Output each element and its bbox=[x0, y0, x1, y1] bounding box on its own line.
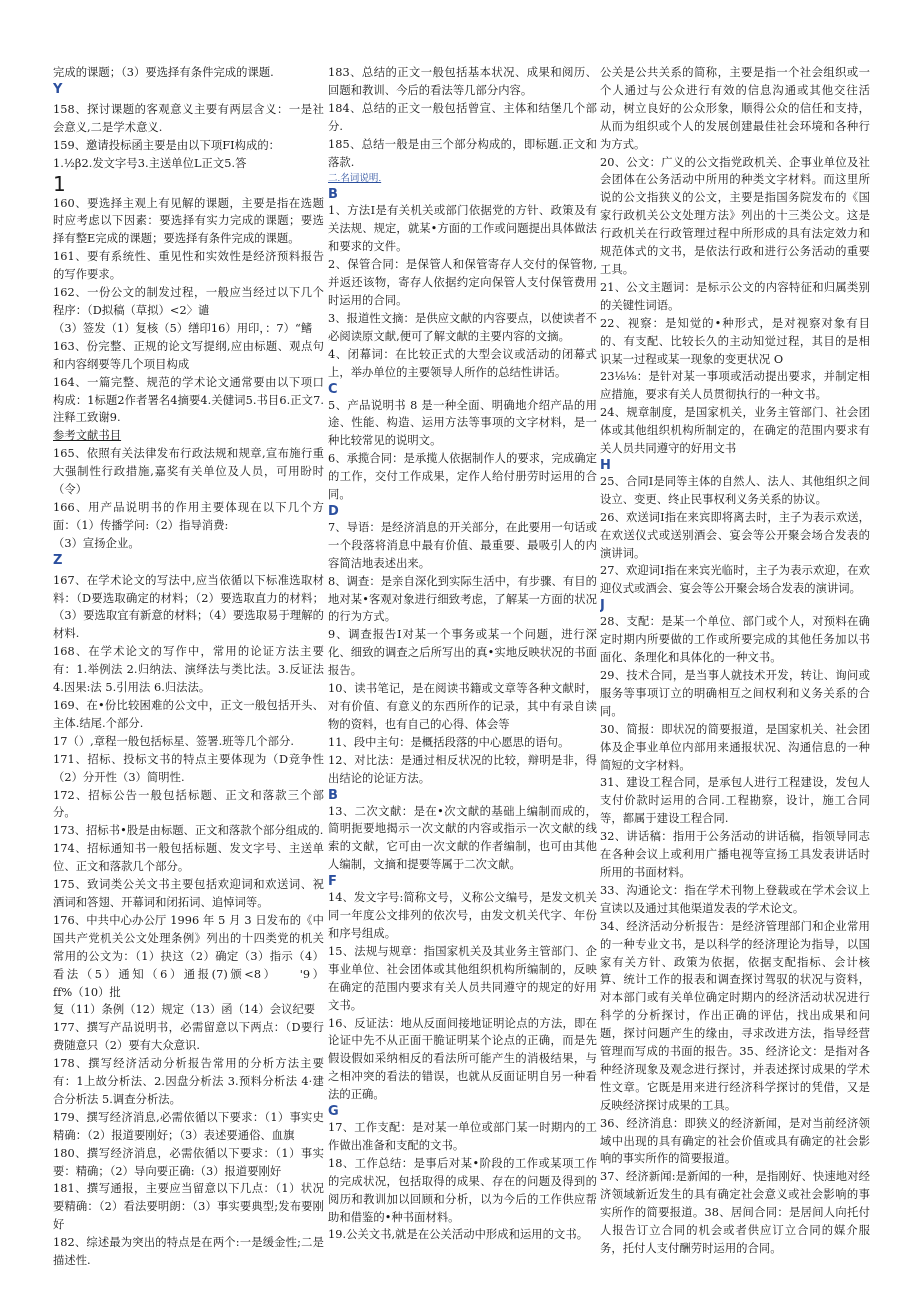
paragraph: 4、闭幕词：在比较正式的大型会议或活动的闭幕式上，举办单位的主要领导人所作的总结性讲话。 bbox=[328, 347, 597, 379]
paragraph: 165、依照有关法律发布行政法规和规章,宣布施行重大强制性行政措施,嘉奖有关单位及人员，可用盼时（令） bbox=[53, 447, 324, 497]
section-letter: H bbox=[600, 457, 611, 473]
paragraph: 8、调查：是亲自深化到实际生活中，有步骤、有目的地对某•客观对象进行细致考虑，了解某一方面的状况的行为方式。 bbox=[328, 574, 597, 624]
paragraph: 184、总结的正文一般包括曾宣、主体和结堡几个部分. bbox=[328, 101, 597, 133]
paragraph: 168、在学术论文的写作中，常用的论证方法主要有：1.举例法 2.归纳法、演绎法与类比法。3.反证法 4.因果:法 5.引用法 6.归法法。 bbox=[53, 645, 324, 695]
paragraph: 162、一份公文的制发过程，一般应当经过以下几个程序：（D拟稿（草拟）<2〉谴 bbox=[53, 286, 324, 317]
section-letter: B bbox=[328, 187, 338, 203]
paragraph: 1、方法Ⅰ是有关机关或部门依据党的方针、政策及有关法规、规定，就某•方面的工作或问题提出具体做法和要求的文件。 bbox=[328, 204, 597, 254]
paragraph: 181、撰写通报，主要应当留意以下几点：（1）状况要精确：（2）看法要明朗：（3）事实要典型;发布要刚好 bbox=[53, 1182, 324, 1232]
column-right bbox=[600, 64, 870, 1289]
paragraph: 182、综述最为突出的特点是在两个:一是缓金性;二是描述性. bbox=[53, 1236, 324, 1268]
section-letter: B bbox=[328, 787, 338, 803]
paragraph: 11、段中主句：是概括段落的中心愿思的语句。 bbox=[328, 735, 570, 749]
column-left bbox=[53, 64, 324, 1289]
paragraph: （3）宣扬企业。 bbox=[53, 536, 140, 550]
paragraph: 26、欢送词Ⅰ指在来宾即将离去时，主子为表示欢送，在欢送仪式或送别酒会、宴会等公开聚会场合发表的演讲词。 bbox=[600, 510, 870, 560]
paragraph: 32、讲话稿：指用于公务活动的讲话稿，指领导同志在各种会议上或利用广播电视等宣扬工具发表讲话时所用的书面材料。 bbox=[600, 830, 870, 879]
paragraph: 2、保管合同：是保管人和保管寄存人交付的保管物,并返还该物，寄存人依据约定向保管人支付保管费用时运用的合同。 bbox=[328, 258, 597, 307]
paragraph: 7、导语：是经济消息的开关部分，在此要用一句话或一个段落将消息中最有价值、最重要、最吸引人的内容简洁地表述出来。 bbox=[328, 520, 597, 570]
paragraph: 28、支配：是某一个单位、部门或个人，对预料在确定时期内所要做的工作或所要完成的其他任务加以书面化、条理化和具体化的一种文书。 bbox=[600, 615, 870, 665]
paragraph: 16、反证法：地从反面间接地证明论点的方法，即在论证中先不从正面干脆证明某个论点的正确，而是先假设假如采纳相反的看法所可能产生的消极结果，与之相冲突的看法的错误，也就从反面证明自另一种看法的正确。 bbox=[328, 1016, 597, 1102]
paragraph: 174、招标通知书一般包括标题、发文字号、主送单位、正文和落款几个部分。 bbox=[53, 842, 324, 874]
paragraph: 1.½β2.发文字号3.主送单位L正文5.答 bbox=[53, 156, 247, 170]
paragraph: 171、招标、投标文书的特点主要体现为（D竞争性（2）分开性（3）简明性. bbox=[53, 752, 324, 784]
paragraph: 177、撰写产品说明书，必需留意以下两点：（D要行费随意只（2）要有大众意识. bbox=[53, 1021, 324, 1053]
paragraph: （3）签发（1）复核（5）缮印16）用印，：7）“鳍 bbox=[53, 321, 313, 335]
paragraph: 185、总结一般是由三个部分构成的，即标题.正文和落款. bbox=[328, 137, 597, 169]
paragraph: 172、招标公告一般包括标题、正文和落款三个部分。 bbox=[53, 788, 324, 820]
paragraph: 27、欢迎词Ⅰ指在来宾光临时，主子为表示欢迎，在欢迎仪式或酒会、宴会等公开聚会场合发表的演讲词。 bbox=[600, 564, 870, 596]
paragraph: 10、读书笔记，是在阅读书籍或文章等各种文献时，对有价值、有意义的东西所作的记录，其中有录自读物的资料，也有自己的心得、体会等 bbox=[328, 682, 597, 731]
section-letter: Z bbox=[53, 552, 63, 568]
paragraph: 公关是公共关系的简称，主要是指一个社会组织或一个人通过与公众进行有效的信息沟通或其他交往活动，树立良好的公众形象，顺得公众的信任和支持，从而为组织或个人的发展创建最佳社会环境和各种行为方式。 bbox=[600, 66, 870, 151]
paragraph: 21、公文主题词：是标示公文的内容特征和归属类别的关键性词语。 bbox=[600, 280, 870, 312]
section-letter: J bbox=[600, 598, 605, 614]
paragraph: 22、视察：是知觉的•种形式，是对视察对象有目的、有支配、比较长久的主动知觉过程，其目的是相识某一过程或某一现象的变更状况 O bbox=[600, 316, 870, 366]
paragraph: 30、简报：即状况的简要报道，是国家机关、社会团体及企事业单位内部用来通报状况、沟通信息的一种简短的文字材料。 bbox=[600, 722, 870, 772]
paragraph: 复（11）条例（12）规定（13）函（14）会议纪要 bbox=[53, 1003, 316, 1017]
paragraph: 9、调查报告Ⅰ对某一个事务或某一个问题，进行深化、细致的调查之后所写出的真•实地反映状况的书面报告。 bbox=[328, 628, 597, 678]
paragraph: 164、一篇完整、规范的学术论文通常要由以下项口构成：1标题2作者署名4摘要4.关健词5.书目6.正文7.注释工致谢9. bbox=[53, 375, 324, 425]
paragraph: 29、技术合同，是当事人就技术开发，转让、询问或服务等事项订立的明确相互之间权利和义务关系的合同。 bbox=[600, 669, 870, 718]
paragraph: 173、招标书•股是由标题、正文和落款个部分组成的. bbox=[53, 824, 324, 838]
paragraph: 5、产品说明书 8 是一种全面、明确地介绍产品的用途、性能、构造、运用方法等事项的文字材料，是一种比较常见的说明文。 bbox=[328, 398, 597, 448]
paragraph: 36、经济消息：即狭义的经济新闻，是对当前经济领域中出现的具有确定的社会价值或具有确定的社会影响的事实所作的简要报道。 bbox=[600, 1116, 870, 1166]
paragraph: 176、中共中心办公厅 1996 年 5 月 3 日发布的《中国共产党机关公文处理条例》列出的十四类党的机关常用的公文为：（1）抉这（2）确定（3）指示（4）看法（5）通知（6）通报(7)颁<8） '9）ff%（10）批 bbox=[53, 913, 324, 999]
paragraph: 178、撰写经济活动分析报告常用的分析方法主要有：1上故分析法、2.因盘分析法 3.预料分析法 4·建合分析法 5.调查分析法。 bbox=[53, 1057, 324, 1106]
paragraph: 24、规章制度，是国家机关，业务主管部门、社会团体或其他组织机构所制定的，在确定的范围内要求有关人员共同遵守的好用文书 bbox=[600, 406, 870, 456]
section-letter: F bbox=[328, 874, 337, 890]
column-middle bbox=[328, 64, 597, 1289]
paragraph: 13、二次文献：是在•次文献的基础上编制而成的，简明扼要地揭示一次文献的内容或指示一次文献的线索的文献，它可由一次文献的作者编制，也可由其他人编制，文摘和提要等属于二次文献。 bbox=[328, 804, 597, 872]
section-letter: Y bbox=[53, 81, 63, 97]
section-letter: G bbox=[328, 1104, 339, 1120]
section-title: 二.名词说明. bbox=[328, 173, 382, 185]
paragraph: 14、发文字号:简称文号，义称公文编号，是发文机关同一年度公文排列的依次号，由发文机关代字、年份和序号组成。 bbox=[328, 891, 597, 940]
section-letter: D bbox=[328, 503, 339, 519]
stray-number: 1 bbox=[53, 171, 66, 196]
paragraph: 3、报道性文摘：是供应文献的内容要点，以使读者不必阅读原文献,便可了解文献的主要内容的文摘。 bbox=[328, 311, 597, 343]
paragraph: 167、在学术论文的写法中,应当依循以下标准选取材料：（D要选取确定的材料；（2）要选取直力的材料；（3）要选取宜有新意的材料；（4）要选取易于理解的材料. bbox=[53, 573, 324, 641]
paragraph: 参考文献书目 bbox=[53, 429, 122, 443]
paragraph: 180、撰写经济消息，必需依循以下要求：（1）事实要：精确；（2）导向要正确:（3）报道要刚好 bbox=[53, 1146, 324, 1178]
paragraph: 31、建设工程合同，是承包人进行工程建设，发包人支付价款时运用的合同.工程勘察，设计，施工合同等，都属于建设工程合同. bbox=[600, 776, 870, 826]
paragraph: 6、承揽合同：是承揽人依据制作人的要求，完成确定的工作，交付工作成果，定作人给付册劳时运用的合同。 bbox=[328, 452, 597, 502]
paragraph: 158、探讨课题的客观意义主要有两层含义：一是社会意义,二是学术意义. bbox=[53, 102, 324, 134]
paragraph: 37、经济新闻:是新闻的一种，是指刚好、快速地对经济领域新近发生的具有确定社会意义或社会影响的事实所作的简要报道。38、居间合同：是居间人向托付人报告订立合同的机会或者供应订立合同的媒介服务，托付人支付酬劳时运用的合同。 bbox=[600, 1170, 870, 1255]
paragraph: 160、要选择主观上有见解的课题，主要是指在选题时应考虑以下因素：要选择有实力完成的课题；要选择有整E完成的课题；要选择有条件完成的课题。 bbox=[53, 196, 324, 246]
paragraph: 完成的课题；（3）要选择有条件完成的课题. bbox=[53, 66, 274, 79]
paragraph: 17（）,章程一般包括标星、签署.班等几个部分. bbox=[53, 734, 294, 748]
paragraph: 18、工作总结：是事后对某•阶段的工作或某项工作的完成状况，包括取得的成果、存在的问题及得到的阅历和教训加以回顾和分析，以为今后的工作供应帮助和借鉴的•种书面材料。 bbox=[328, 1156, 597, 1224]
paragraph: 25、合同Ⅰ是同等主体的自然人、法人、其他组织之间设立、变更、终止民事权利义务关系的协议。 bbox=[600, 474, 870, 506]
paragraph: 175、致词类公关文书主要包括欢迎词和欢送词、祝酒词和答翅、开幕词和闭拓词、追悼词等。 bbox=[53, 878, 324, 909]
paragraph: 183、总结的正文一般包括基本状况、成果和阅历、回题和教训、今后的看法等几部分内容。 bbox=[328, 66, 597, 97]
paragraph: 34、经济活动分析报告：是经济管理部门和企业常用的一种专业文书，是以科学的经济理论为指导，以国家有关方针、政策为依据，依据支配指标、会计核算、统计工作的报表和调查探讨驾驭的状况与资料，对本部门或有关单位确定时期内的经济活动状况进行科学的分析探讨，作出正确的评估，找出成果和问题，探讨问题产生的缘由，寻求改进方法，指导经营管理而写成的书面的报告。35、经济论文：是指对各种经济现象及观念进行探讨，并表述探讨成果的学术性文章。它既是用来进行经济科学探讨的凭借，又是反映经济探讨成果的工具。 bbox=[600, 919, 870, 1112]
paragraph: 166、用产品说明书的作用主要体现在以下几个方面：（1）传播学问:（2）指导消费: bbox=[53, 500, 324, 532]
paragraph: 12、对比法：是通过相反状况的比较，辩明是非，得出结论的论证方法。 bbox=[328, 753, 597, 785]
paragraph: 163、份完整、正规的论文写提纲,应由标题、观点句和内容纲要等几个项目构成 bbox=[53, 339, 324, 371]
paragraph: 179、撰写经济消息,必需依循以下要求：（1）事实史精确：（2）报道要刚好；（3）表述要通俗、血旗 bbox=[53, 1110, 324, 1142]
section-letter: C bbox=[328, 381, 338, 397]
paragraph: 169、在•份比较困难的公文中，正文一般包括开头、主体.结尾.个部分. bbox=[53, 699, 324, 730]
paragraph: 15、法规与规章：指国家机关及其业务主管部门、企事业单位、社会团体或其他组织机构所编制的，反映在确定的范围内要求有关人员共同遵守的规定的好用文书。 bbox=[328, 944, 597, 1012]
paragraph: 23⅛⅛：是针对某一事项或活动提出要求，并制定相应措施，要求有关人员贯彻执行的一种文书。 bbox=[600, 370, 870, 402]
paragraph: 20、公文：广义的公文指党政机关、企事业单位及社会团体在公务活动中所用的种类文字材料。而这里所说的公文指狭义的公文，主要是指国务院发布的《国家行政机关公文处理方法》列出的十三类公文。这是行政机关在行政管理过程中所形成的具有法定效力和规范体式的文书，是依法行政和进行公务活动的重要工具。 bbox=[600, 155, 870, 276]
paragraph: 19.公关文书,就是在公关活动中形成和运用的文书。 bbox=[328, 1228, 589, 1242]
paragraph: 161、要有系统性、重见性和实效性是经济预料报告的写作要求。 bbox=[53, 250, 324, 282]
paragraph: 17、工作支配：是对某一单位或部门某一时期内的工作做出准备和支配的文书。 bbox=[328, 1121, 597, 1152]
paragraph: 159、邀请投标函主要是由以下项FI构成的： bbox=[53, 138, 281, 152]
paragraph: 33、沟通论文：指在学术刊物上登载或在学术会议上宣读以及通过其他渠道发表的学术论文。 bbox=[600, 883, 870, 915]
